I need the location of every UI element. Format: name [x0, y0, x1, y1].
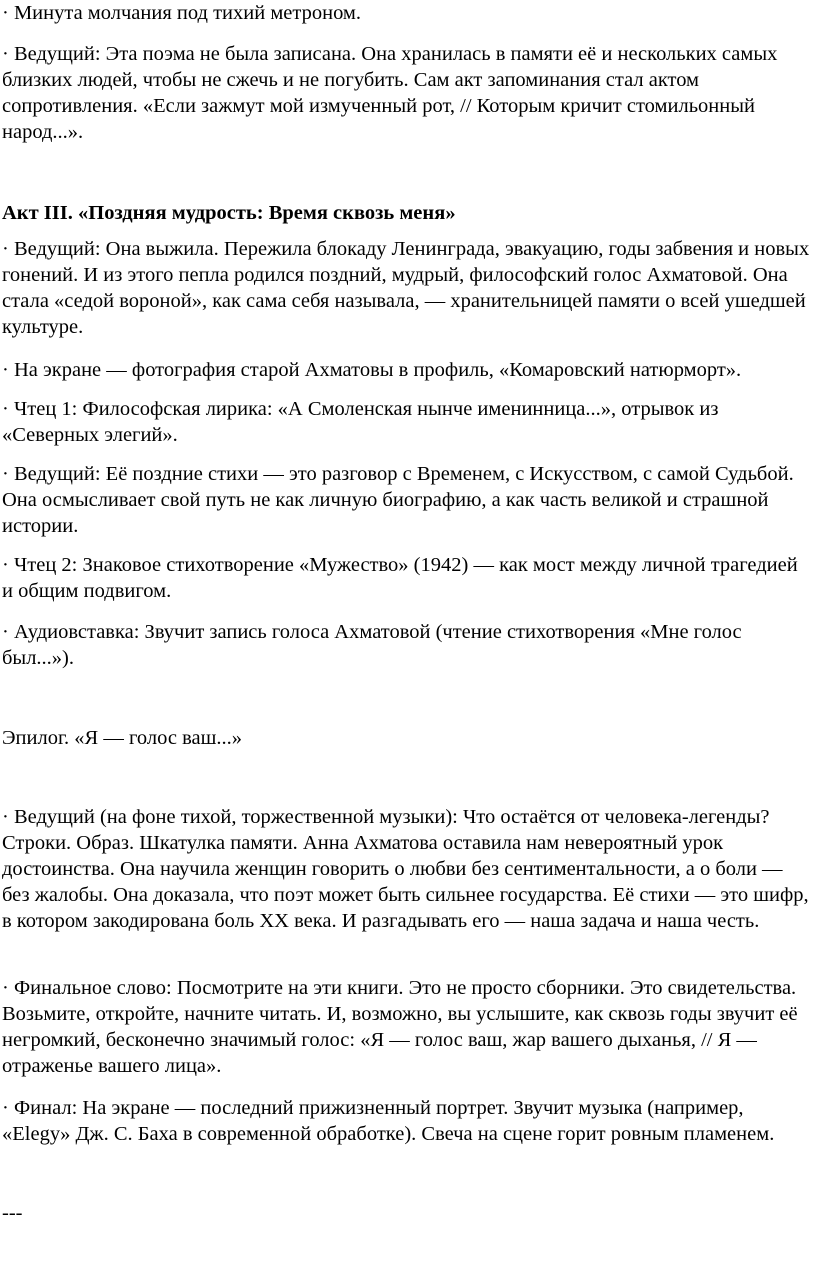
paragraph-final-word: · Финальное слово: Посмотрите на эти книги. Это не просто сборники. Это свидетельства. Возьмите, откройте, начните читать. И, возможно, вы услышите, как сквозь годы звучит её негромкий, бесконечно значимый голос: «Я — голос ваш, жар вашего дыханья, // Я — отраженье вашего лица».: [2, 977, 798, 1077]
paragraph-host-poem-memory: · Ведущий: Эта поэма не была записана. Она хранилась в памяти её и нескольких самых близких людей, чтобы не сжечь и не погубить. Сам акт запоминания стал актом сопротивления. «Если зажмут мой измученный рот, // Которым кричит стомильонный народ...».: [2, 43, 778, 143]
paragraph-host-legend: · Ведущий (на фоне тихой, торжественной музыки): Что остаётся от человека-легенды? Строки. Образ. Шкатулка памяти. Анна Ахматова оставила нам невероятный урок достоинства. Она научила женщин говорить о любви без сентиментальности, а о боли — без жалобы. Она доказала, что поэт может быть сильнее государства. Её стихи — это шифр, в котором закодирована боль XX века. И разгадывать его — наша задача и наша честь.: [2, 806, 809, 932]
paragraph-metronome: · Минута молчания под тихий метроном.: [2, 2, 362, 24]
paragraph-host-late-poems: · Ведущий: Её поздние стихи — это разговор с Временем, с Искусством, с самой Судьбой. Она осмысливает свой путь не как личную биографию, а как часть великой и страшной истории.: [2, 463, 794, 537]
paragraph-reader-1: · Чтец 1: Философская лирика: «А Смоленская нынче именинница...», отрывок из «Северных элегий».: [2, 398, 719, 446]
act3-heading: Акт III. «Поздняя мудрость: Время сквозь меня»: [2, 202, 456, 224]
epilogue-heading: Эпилог. «Я — голос ваш...»: [2, 727, 242, 749]
paragraph-audio-insert: · Аудиовставка: Звучит запись голоса Ахматовой (чтение стихотворения «Мне голос был...»).: [2, 621, 742, 669]
section-separator: ---: [2, 1202, 23, 1224]
paragraph-reader-2: · Чтец 2: Знаковое стихотворение «Мужество» (1942) — как мост между личной трагедией и общим подвигом.: [2, 554, 798, 602]
paragraph-host-survived: · Ведущий: Она выжила. Пережила блокаду Ленинграда, эвакуацию, годы забвения и новых гонений. И из этого пепла родился поздний, мудрый, философский голос Ахматовой. Она стала «седой вороной», как сама себя называла, — хранительницей памяти о всей ушедшей культуре.: [2, 238, 810, 338]
paragraph-finale: · Финал: На экране — последний прижизненный портрет. Звучит музыка (например, «Elegy» Дж. С. Баха в современной обработке). Свеча на сцене горит ровным пламенем.: [2, 1097, 775, 1145]
paragraph-screen-photo: · На экране — фотография старой Ахматовы в профиль, «Комаровский натюрморт».: [2, 359, 742, 381]
